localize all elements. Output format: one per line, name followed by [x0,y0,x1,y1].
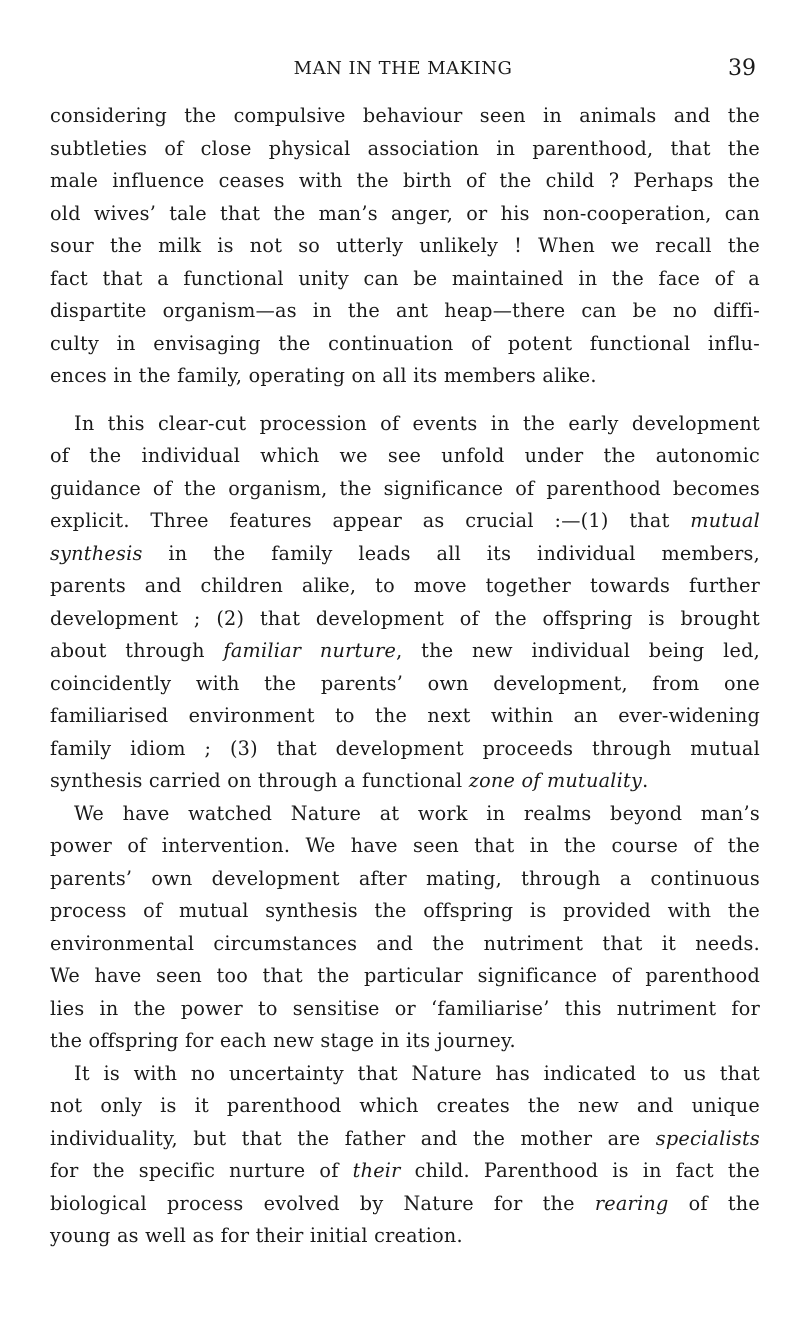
running-head [50,58,756,88]
text-line: subtleties of close physical association in parenthood, that the [50,136,760,160]
paragraph-2 [50,408,760,798]
text-line: fact that a functional unity can be maintained in the face of a [50,266,760,290]
text-line: parents and children alike, to move together towards further [50,574,760,597]
text-line: It is with no uncertainty that Nature has indicated to us that [74,1061,760,1085]
text-line: parents’ own development after mating, through a continuous [50,866,760,890]
text-line: about through familiar nurture, the new individual being led, [50,639,760,662]
text-line: guidance of the organism, the significance of parenthood becomes [50,476,760,500]
paragraph-1 [50,100,760,393]
text-line: old wives’ tale that the man’s anger, or his non-cooperation, can [50,201,760,225]
text-line: male influence ceases with the birth of the child ? Perhaps the [50,169,760,192]
italic-term: specialists [655,1126,760,1150]
text-line: considering the compulsive behaviour seen in animals and the [50,104,760,127]
text-line: We have watched Nature at work in realms beyond man’s [74,801,760,825]
text-line: power of intervention. We have seen that in the course of the [50,834,760,857]
text-line: for the specific nurture of their child. Parenthood is in fact the [50,1159,760,1182]
running-title: MAN IN THE MAKING [293,58,513,79]
text-line: the offspring for each new stage in its journey. [50,1029,516,1052]
text-line: explicit. Three features appear as crucial :—(1) that mutual [50,509,760,532]
text-line: sour the milk is not so utterly unlikely ! When we recall the [50,234,760,257]
text-line: culty in envisaging the continuation of potent functional influ- [50,331,760,355]
text-line: coincidently with the parents’ own development, from one [50,671,760,695]
text-line: familiarised environment to the next within an ever-widening [50,704,760,727]
text-line: not only is it parenthood which creates the new and unique [50,1094,760,1117]
text-line: lies in the power to sensitise or ‘familiarise’ this nutriment for [50,996,760,1020]
page-number: 39 [728,56,756,81]
text-line: biological process evolved by Nature for the rearing of the [50,1191,761,1215]
text-line: ences in the family, operating on all its members alike. [50,364,597,387]
paragraph-gap [50,393,760,408]
italic-term: familiar nurture [223,639,397,662]
text-line: individuality, but that the father and the mother are specialists [50,1126,760,1150]
text-line: We have seen too that the particular significance of parenthood [50,964,760,987]
paragraph-3 [50,798,760,1058]
italic-term: their [352,1159,401,1182]
text-line: young as well as for their initial creation. [50,1224,463,1247]
italic-term: mutual [690,509,760,532]
text-line: development ; (2) that development of the offspring is brought [50,606,760,630]
text-line: environmental circumstances and the nutriment that it needs. [50,931,760,955]
text-line: synthesis in the family leads all its individual members, [50,541,760,565]
text-line: synthesis carried on through a functional zone of mutuality. [50,769,649,792]
text-line: process of mutual synthesis the offspring is provided with the [50,899,760,922]
body-text [50,100,760,1253]
text-line: In this clear-cut procession of events in the early development [74,411,760,435]
italic-term: zone of mutuality [468,769,643,792]
italic-term: synthesis [50,541,143,565]
paragraph-4 [50,1058,760,1253]
text-line: family idiom ; (3) that development proceeds through mutual [50,736,760,760]
text-line: dispartite organism—as in the ant heap—there can be no diffi- [50,299,760,322]
italic-term: rearing [594,1191,669,1215]
text-line: of the individual which we see unfold under the autonomic [50,444,760,467]
